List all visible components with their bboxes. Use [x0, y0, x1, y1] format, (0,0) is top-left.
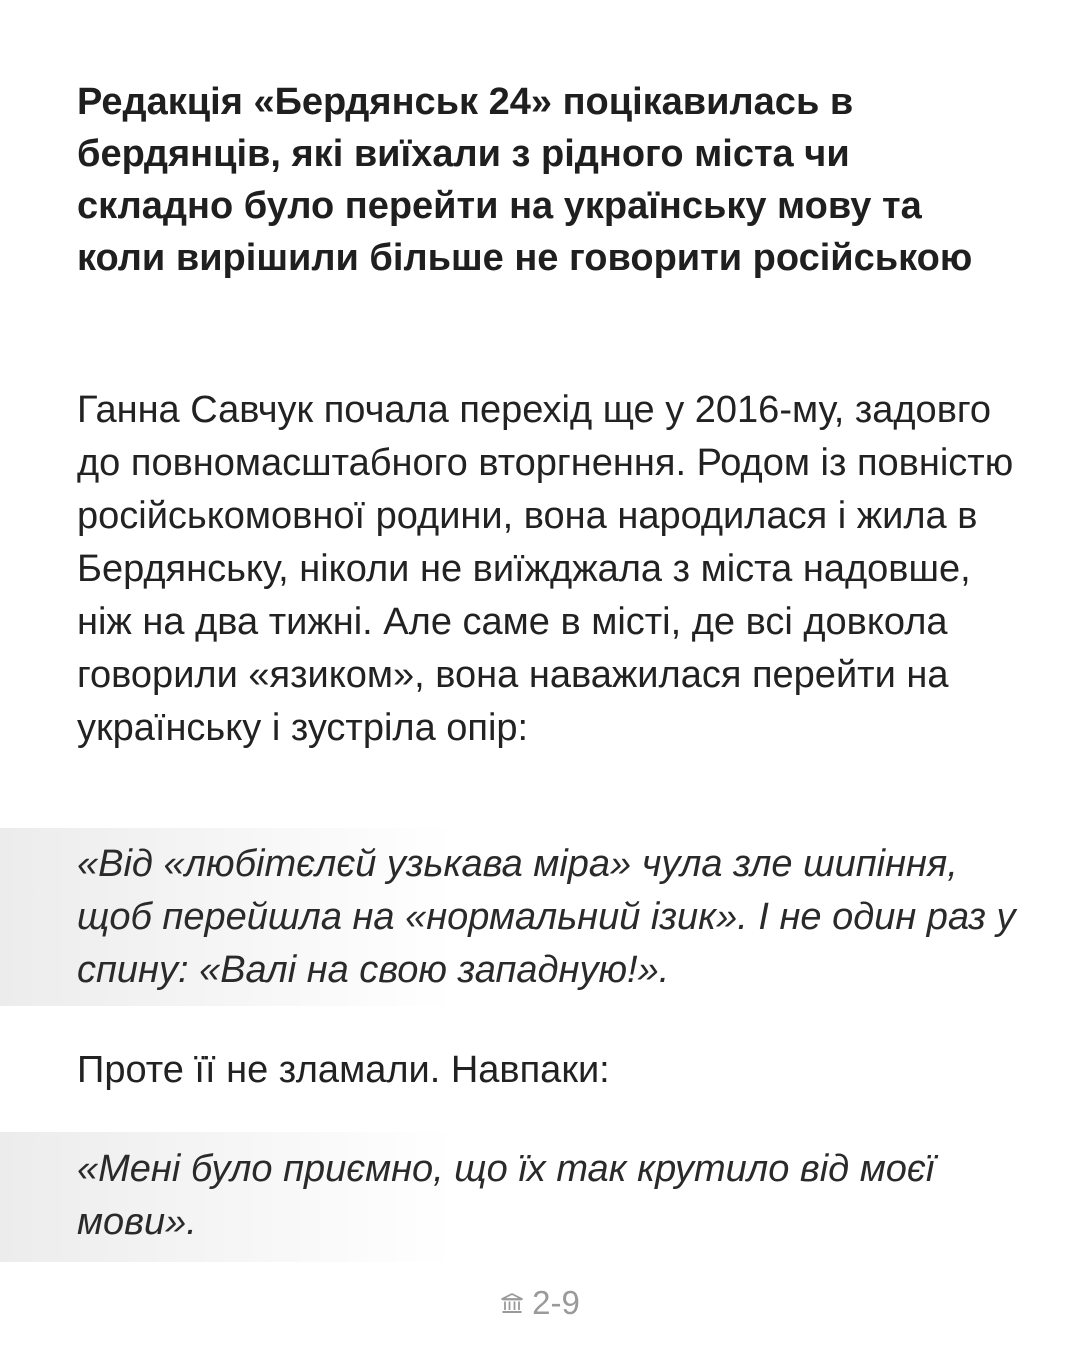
page-number: 2-9 [532, 1284, 580, 1321]
page-indicator [0, 1283, 1080, 1323]
body-paragraph-2: Проте її не зламали. Навпаки: [77, 1049, 610, 1091]
headline: Редакція «Бердянськ 24» поцікавилась в бердянців, які виїхали з рідного міста чи складно було перейти на українську мову та коли вирішили більше не говорити російською [77, 81, 973, 279]
quote-2: «Мені було приємно, що їх так крутило від моєї мови». [77, 1148, 935, 1243]
body-paragraph-1: Ганна Савчук почала перехід ще у 2016-му, задовго до повномасштабного вторгнення. Родом із повністю російськомовної родини, вона народилася і жила в Бердянську, ніколи не виїжджала з міста надовше, ніж на два тижні. Але саме в місті, де всі довкола говорили «язиком», вона наважилася перейти на українську і зустріла опір: [77, 389, 1014, 749]
quote-1: «Від «любітєлєй узькава міра» чула зле шипіння, щоб перейшла на «нормальний ізик». І не один раз у спину: «Валі на свою западную!». [77, 843, 1016, 991]
museum-icon [500, 1291, 524, 1315]
